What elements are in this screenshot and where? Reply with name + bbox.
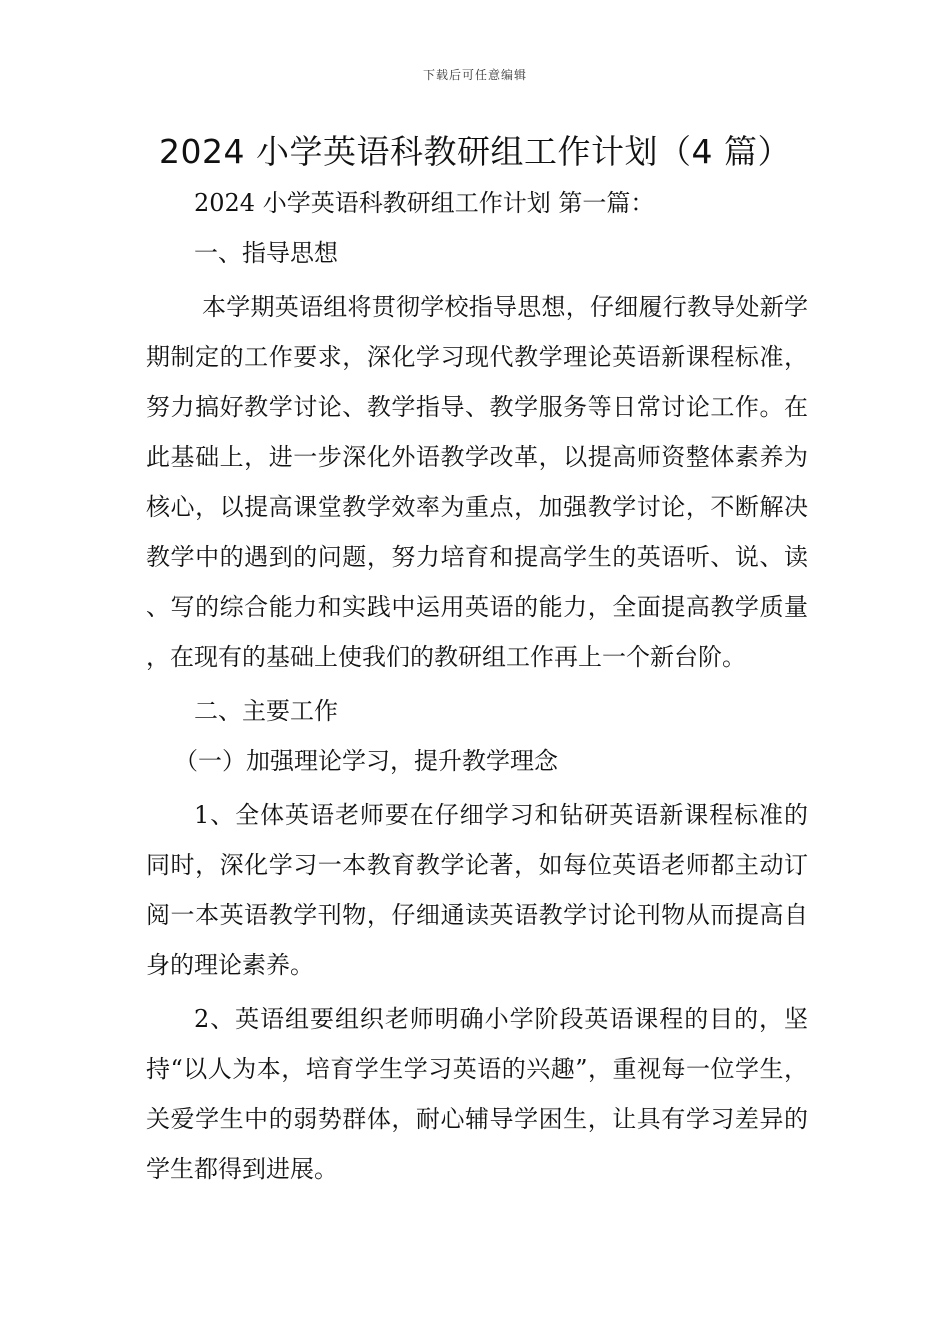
paragraph-item-2: 2、英语组要组织老师明确小学阶段英语课程的目的，坚持“以人为本，培育学生学习英语的兴趣”，重视每一位学生，关爱学生中的弱势群体，耐心辅导学困生，让具有学习差异的学生都得到进展。 [146, 1005, 808, 1183]
document-body [146, 178, 808, 1194]
document-title: 2024 小学英语科教研组工作计划（4 篇） [159, 132, 791, 171]
header-note: 下载后可任意编辑 [422, 68, 527, 82]
paragraph-item-1: 1、全体英语老师要在仔细学习和钻研英语新课程标准的同时，深化学习一本教育教学论著，如每位英语老师都主动订阅一本英语教学刊物，仔细通读英语教学讨论刊物从而提高自身的理论素养。 [146, 801, 808, 979]
paragraph-guiding-ideas: 本学期英语组将贯彻学校指导思想，仔细履行教导处新学期制定的工作要求，深化学习现代教学理论英语新课程标准，努力搞好教学讨论、教学指导、教学服务等日常讨论工作。在此基础上，进一步深化外语教学改革，以提高师资整体素养为核心，以提高课堂教学效率为重点，加强教学讨论，不断解决教学中的遇到的问题，努力培育和提高学生的英语听、说、读、写的综合能力和实践中运用英语的能力，全面提高教学质量，在现有的基础上使我们的教研组工作再上一个新台阶。 [146, 293, 808, 671]
subsection-heading-theory: （一）加强理论学习，提升教学理念 [174, 747, 558, 775]
section-heading-guiding-ideas: 一、指导思想 [194, 239, 338, 267]
section-heading-main-work: 二、主要工作 [194, 697, 338, 725]
part-heading: 2024 小学英语科教研组工作计划 第一篇： [194, 189, 655, 217]
